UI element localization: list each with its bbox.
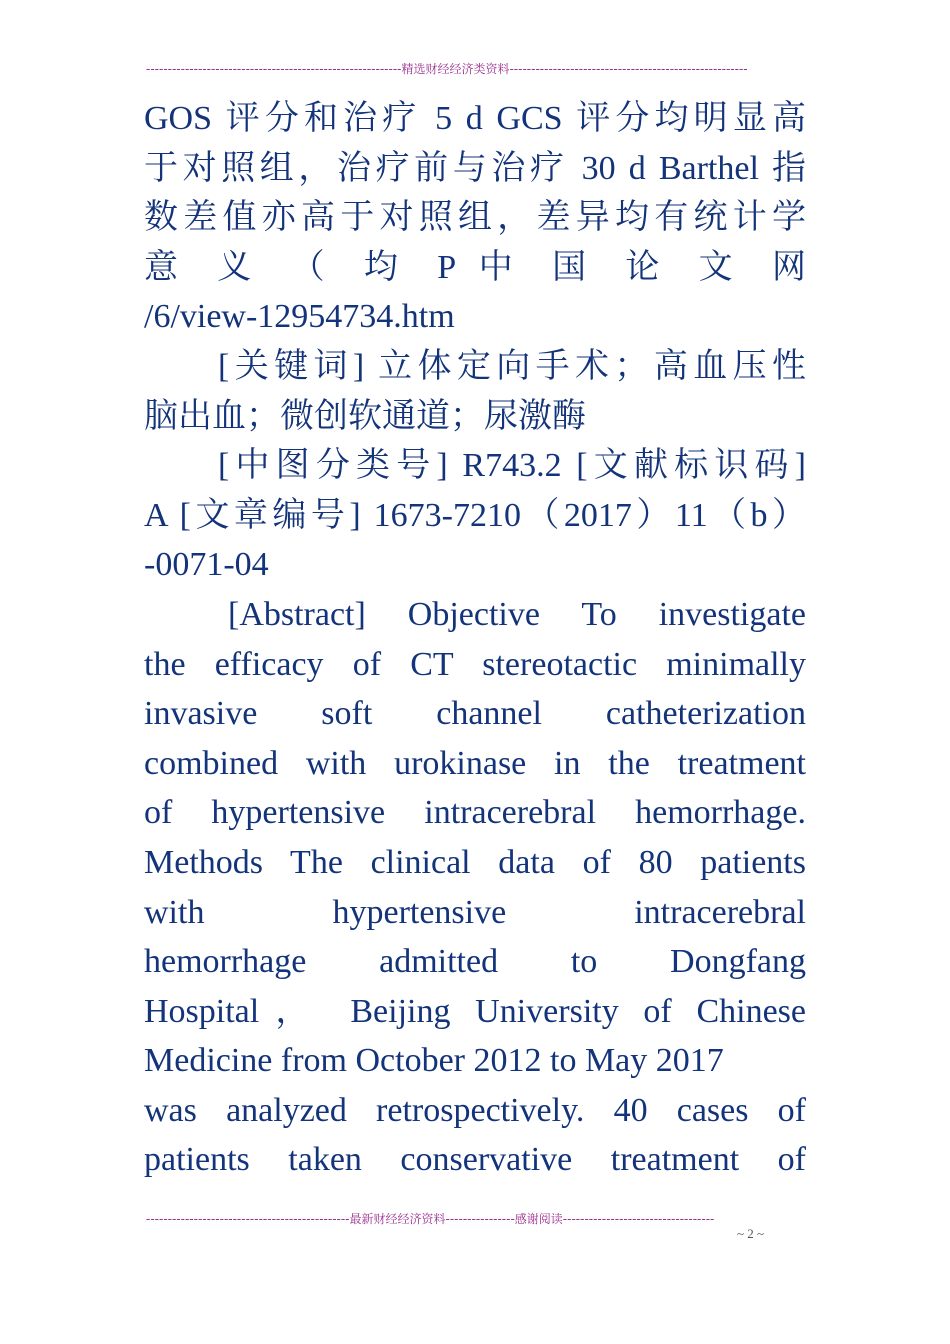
- text-line: 于对照组，治疗前与治疗 30 d Barthel 指: [144, 149, 806, 187]
- abstract-line: [Abstract] Objective To investigate: [228, 595, 806, 633]
- abstract-line: hemorrhage admitted to Dongfang: [144, 943, 806, 981]
- classification-line: -0071-04: [144, 546, 269, 584]
- abstract-line: of hypertensive intracerebral hemorrhage.: [144, 794, 806, 832]
- abstract-line: was analyzed retrospectively. 40 cases of: [144, 1091, 806, 1129]
- abstract-line: the efficacy of CT stereotactic minimally: [144, 645, 806, 683]
- page-header: -----------------------------------------------------------精选财经经济类资料-------------------------------------------------------: [146, 62, 748, 76]
- abstract-line: combined with urokinase in the treatment: [144, 744, 806, 782]
- classification-line: A [文章编号] 1673-7210（2017）11（b）: [144, 496, 806, 534]
- text-line: 数差值亦高于对照组，差异均有统计学: [144, 199, 806, 237]
- text-line: 意 义 （ 均 P 中 国 论 文 网: [144, 248, 806, 286]
- keywords-line: 脑出血；微创软通道；尿激酶: [144, 397, 586, 435]
- text-line: /6/view-12954734.htm: [144, 298, 455, 336]
- abstract-line: patients taken conservative treatment of: [144, 1141, 806, 1179]
- text-line: GOS 评分和治疗 5 d GCS 评分均明显高: [144, 100, 806, 137]
- abstract-line: Hospital， Beijing University of Chinese: [144, 992, 806, 1030]
- abstract-line: invasive soft channel catheterization: [144, 695, 806, 733]
- keywords-line: [关键词] 立体定向手术；高血压性: [218, 347, 806, 385]
- page-number: ~ 2 ~: [737, 1226, 765, 1241]
- abstract-line: with hypertensive intracerebral: [144, 893, 806, 931]
- page-footer: -----------------------------------------------最新财经经济资料----------------感谢阅读-----------------------------------: [146, 1212, 715, 1226]
- abstract-line: Methods The clinical data of 80 patients: [144, 843, 806, 881]
- document-body: [144, 94, 806, 1185]
- classification-line: [中图分类号] R743.2 [文献标识码]: [218, 447, 806, 485]
- abstract-line: Medicine from October 2012 to May 2017: [144, 1042, 724, 1080]
